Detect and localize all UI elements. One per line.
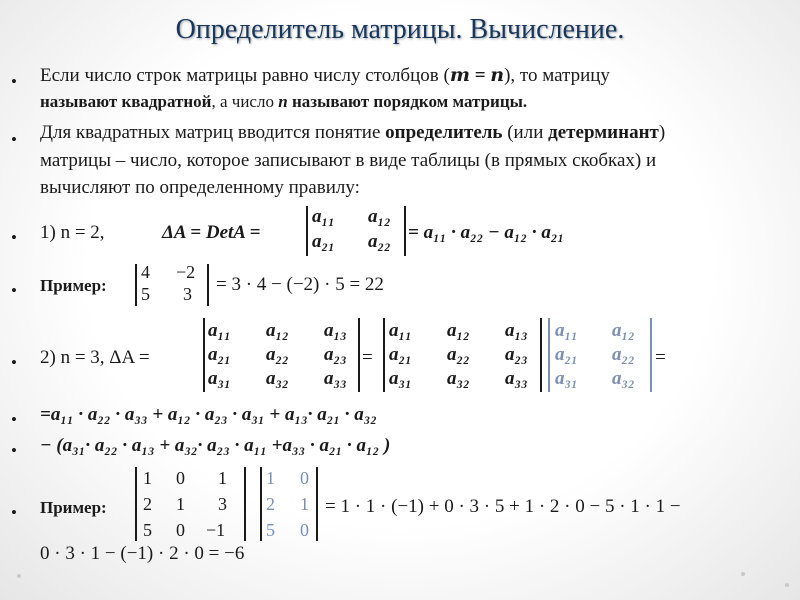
matrix-cell: a₂₁	[555, 344, 578, 365]
text-fragment: Если число строк матрицы равно числу столбцов (	[40, 65, 450, 86]
matrix-cell: a₃₁	[208, 368, 231, 389]
matrix-cell: a₂₃	[505, 344, 528, 365]
matrix-cell: 5	[143, 520, 152, 540]
bullet-marker: •	[11, 130, 17, 149]
bullet-marker: •	[11, 410, 17, 429]
determinant-line-1	[40, 122, 665, 144]
matrix-cell: a₃₁	[389, 368, 412, 389]
term-order: называют порядком матрицы.	[287, 92, 528, 111]
matrix-cell: a₁₂	[266, 320, 289, 341]
decor-dot	[17, 574, 21, 578]
matrix-bar-right	[650, 318, 652, 392]
definition-line-1	[40, 64, 610, 87]
matrix-bar-left	[203, 318, 205, 392]
example-result-2x2: = 3 · 4 − (−2) · 5 = 22	[216, 274, 384, 295]
matrix-cell: a₃₃	[505, 368, 528, 389]
example-label: Пример:	[40, 276, 107, 295]
variable-n: n	[278, 92, 288, 111]
equals-sign: =	[362, 347, 373, 368]
determinant-notation: ΔA = DetA =	[162, 222, 261, 243]
text-fragment: , а число	[211, 92, 279, 111]
term-square: называют квадратной	[40, 92, 212, 111]
matrix-cell: 3	[218, 494, 227, 514]
case-n2: 1) n = 2,	[40, 222, 105, 243]
matrix-bar-right	[207, 264, 209, 306]
matrix-bar-right	[540, 318, 542, 392]
matrix-cell: 1	[176, 494, 185, 514]
formula-2x2: = a₁₁ · a₂₂ − a₁₂ · a₂₁	[408, 222, 565, 243]
determinant-line-3: вычисляют по определенному правилу:	[40, 177, 360, 198]
formula-positive-terms: =a₁₁ · a₂₂ · a₃₃ + a₁₂ · a₂₃ · a₃₁ + a₁₃· a₂₁ · a₃₂	[40, 404, 377, 425]
matrix-bar-right	[244, 467, 246, 541]
text-fragment: (или	[502, 122, 549, 143]
matrix-cell: a₃₂	[447, 368, 470, 389]
matrix-bar-right	[316, 467, 318, 541]
matrix-cell: 4	[141, 262, 150, 282]
example-result-continuation: 0 · 3 · 1 − (−1) · 2 · 0 = −6	[40, 543, 245, 564]
bullet-marker: •	[11, 72, 17, 91]
decor-dot	[741, 572, 745, 576]
term-determinant-alt: детерминант	[548, 122, 659, 143]
matrix-cell: a₁₃	[505, 320, 528, 341]
example-label: Пример:	[40, 498, 107, 517]
matrix-cell: 5	[266, 520, 275, 540]
matrix-bar-left	[135, 264, 137, 306]
matrix-cell: a₃₃	[324, 368, 347, 389]
matrix-bar-left	[383, 318, 385, 392]
matrix-cell: a₁₁	[389, 320, 412, 341]
bullet-marker: •	[11, 353, 17, 372]
determinant-line-2: матрицы – число, которое записывают в виде таблицы (в прямых скобках) и	[40, 150, 657, 171]
matrix-bar-right	[358, 318, 360, 392]
matrix-cell: a₂₂	[266, 344, 289, 365]
matrix-cell: 0	[176, 468, 185, 488]
bullet-marker: •	[11, 503, 17, 522]
matrix-cell: −2	[176, 262, 196, 282]
matrix-cell: 0	[300, 520, 309, 540]
example-result-3x3: = 1 · 1 · (−1) + 0 · 3 · 5 + 1 · 2 · 0 − 5 · 1 · 1 −	[325, 496, 681, 517]
matrix-bar-right	[404, 206, 406, 256]
matrix-cell: 5	[141, 284, 150, 304]
matrix-cell: −1	[206, 520, 226, 540]
matrix-cell: a₁₂	[368, 206, 391, 227]
matrix-bar-left	[260, 467, 262, 541]
matrix-cell: a₁₂	[612, 320, 635, 341]
matrix-cell: 1	[218, 468, 227, 488]
matrix-cell: 1	[143, 468, 152, 488]
matrix-cell: a₁₁	[208, 320, 231, 341]
matrix-cell: 1	[266, 468, 275, 488]
matrix-bar-left	[306, 206, 308, 256]
definition-line-2	[40, 92, 527, 112]
text-fragment: ), то матрицу	[504, 65, 610, 86]
bullet-marker: •	[11, 441, 17, 460]
matrix-cell: 1	[300, 494, 309, 514]
matrix-cell: a₂₁	[389, 344, 412, 365]
case-n3: 2) n = 3, ΔA =	[40, 347, 150, 368]
matrix-cell: a₁₁	[555, 320, 578, 341]
term-determinant: определитель	[385, 122, 503, 143]
bullet-marker: •	[11, 281, 17, 300]
matrix-cell: a₃₁	[555, 368, 578, 389]
matrix-cell: a₂₂	[368, 231, 391, 252]
matrix-cell: a₂₃	[324, 344, 347, 365]
matrix-bar-left	[548, 318, 550, 392]
matrix-cell: a₃₂	[266, 368, 289, 389]
matrix-cell: a₁₁	[312, 206, 335, 227]
condition-formula: 𝒎 = 𝒏	[449, 65, 505, 86]
formula-negative-terms: − (a₃₁· a₂₂ · a₁₃ + a₃₂· a₂₃ · a₁₁ +a₃₃ · a₂₁ · a₁₂ )	[40, 435, 391, 456]
equals-sign: =	[655, 347, 666, 368]
matrix-cell: 2	[266, 494, 275, 514]
matrix-cell: a₂₁	[312, 231, 335, 252]
matrix-cell: 0	[300, 468, 309, 488]
matrix-bar-left	[135, 467, 137, 541]
matrix-cell: 3	[183, 284, 192, 304]
decor-dot	[785, 583, 789, 587]
text-fragment: )	[658, 122, 666, 143]
matrix-cell: 0	[176, 520, 185, 540]
matrix-cell: a₂₁	[208, 344, 231, 365]
bullet-marker: •	[11, 228, 17, 247]
matrix-cell: a₁₃	[324, 320, 347, 341]
slide-title: Определитель матрицы. Вычисление.	[175, 14, 625, 45]
matrix-cell: a₂₂	[612, 344, 635, 365]
matrix-cell: a₃₂	[612, 368, 635, 389]
matrix-cell: a₂₂	[447, 344, 470, 365]
text-fragment: Для квадратных матриц вводится понятие	[40, 122, 386, 143]
matrix-cell: a₁₂	[447, 320, 470, 341]
matrix-cell: 2	[143, 494, 152, 514]
